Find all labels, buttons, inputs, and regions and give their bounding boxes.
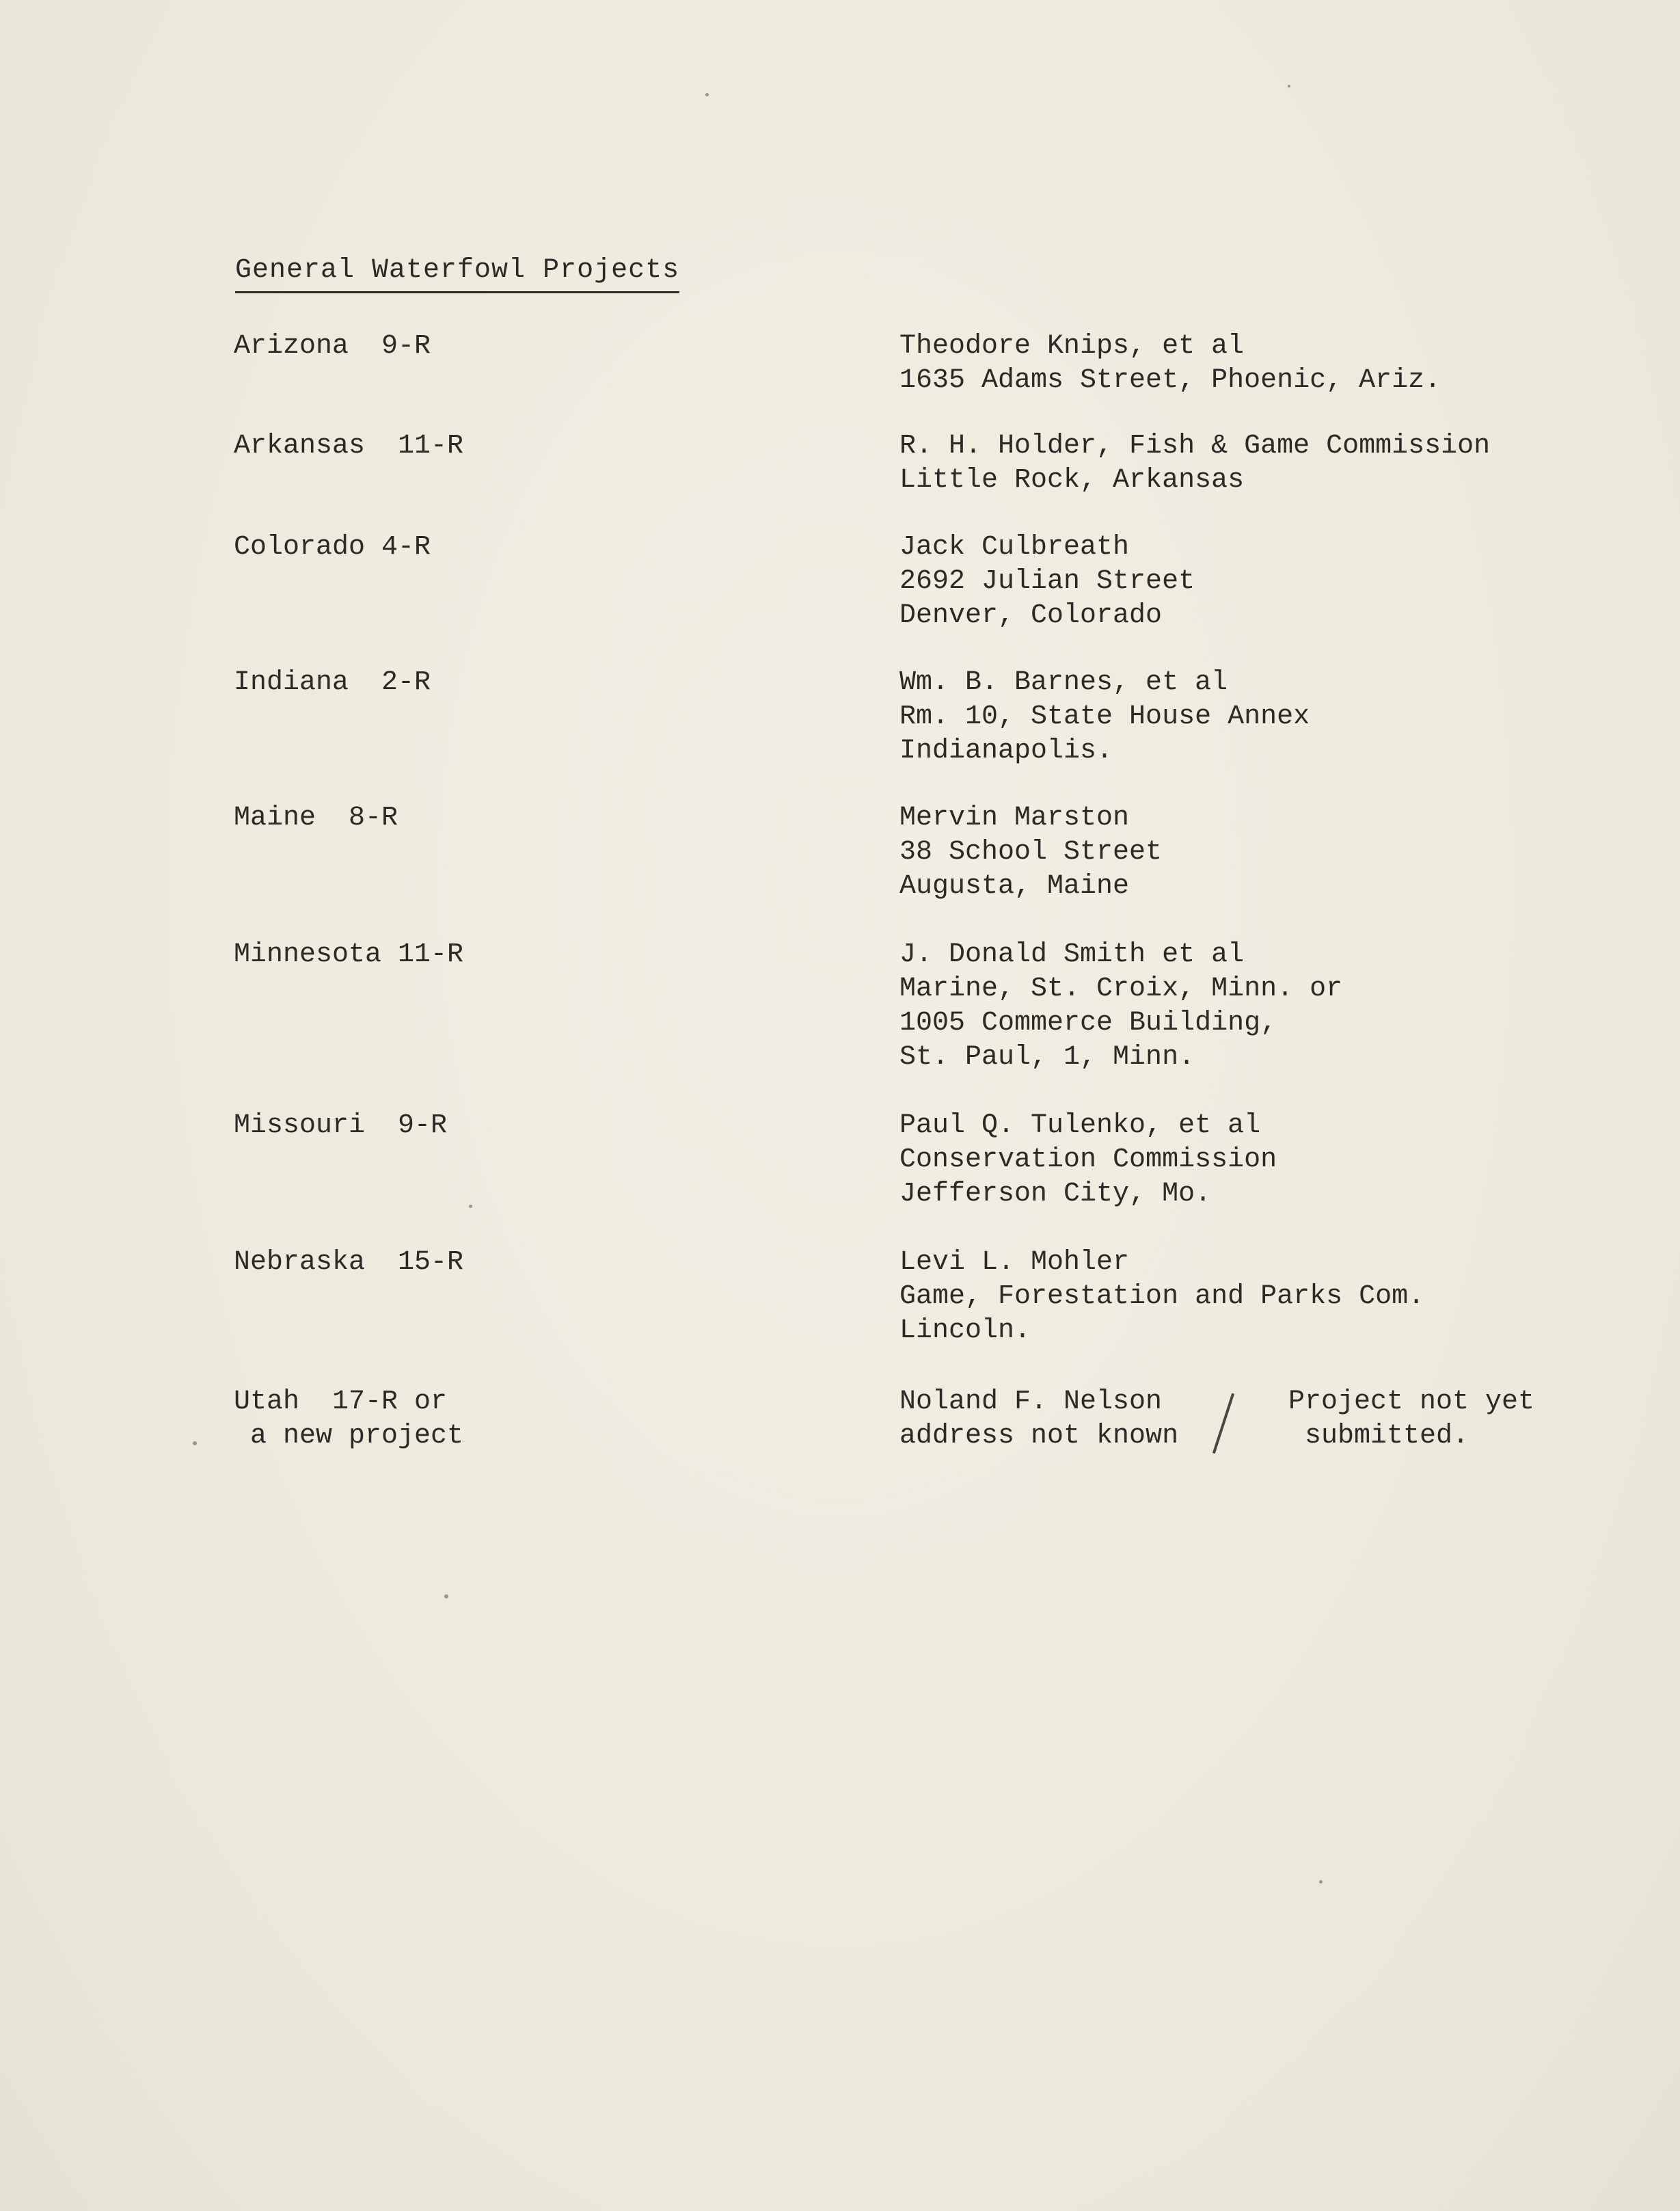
- contact-line: Noland F. Nelson: [899, 1386, 1163, 1417]
- contact-line: J. Donald Smith et al: [899, 939, 1245, 970]
- paper-speck: [469, 1205, 472, 1208]
- contact-line: 1005 Commerce Building,: [899, 1008, 1277, 1038]
- contact-line: Levi L. Mohler: [899, 1247, 1130, 1278]
- project-code: Utah 17-R or a new project: [234, 1386, 464, 1451]
- contact-line: Mervin Marston: [899, 803, 1130, 833]
- slash-mark: [1212, 1393, 1234, 1454]
- project-note: [1288, 1385, 1534, 1453]
- contact-block: [899, 429, 1490, 498]
- contact-line: 38 School Street: [899, 837, 1163, 868]
- contact-block: [899, 531, 1195, 633]
- contact-line: Paul Q. Tulenko, et al: [899, 1110, 1261, 1141]
- contact-line: Lincoln.: [899, 1315, 1031, 1346]
- contact-line: Little Rock, Arkansas: [899, 465, 1245, 496]
- project-code: Indiana 2-R: [234, 667, 431, 698]
- contact-line: Augusta, Maine: [899, 871, 1130, 902]
- contact-line: Game, Forestation and Parks Com.: [899, 1281, 1425, 1312]
- contact-block: [899, 330, 1441, 398]
- contact-line: Jefferson City, Mo.: [899, 1179, 1212, 1209]
- contact-block: [899, 1385, 1178, 1453]
- contact-line: Rm. 10, State House Annex: [899, 701, 1310, 732]
- project-code: Missouri 9-R: [234, 1110, 448, 1141]
- contact-line: 1635 Adams Street, Phoenic, Ariz.: [899, 365, 1441, 396]
- contact-line: Theodore Knips, et al: [899, 331, 1245, 362]
- contact-line: Denver, Colorado: [899, 600, 1163, 631]
- contact-block: [899, 938, 1342, 1075]
- project-code: Minnesota 11-R: [234, 939, 464, 970]
- note-line: Project not yet: [1288, 1386, 1535, 1417]
- paper-speck: [1288, 85, 1290, 88]
- contact-line: address not known: [899, 1421, 1179, 1451]
- project-code: Nebraska 15-R: [234, 1247, 464, 1278]
- note-line: submitted.: [1288, 1421, 1469, 1451]
- contact-line: Marine, St. Croix, Minn. or: [899, 974, 1343, 1004]
- contact-line: Conservation Commission: [899, 1144, 1277, 1175]
- contact-block: [899, 801, 1162, 904]
- paper-speck: [705, 93, 709, 96]
- contact-line: St. Paul, 1, Minn.: [899, 1042, 1195, 1073]
- project-code: Arkansas 11-R: [234, 431, 464, 461]
- paper-speck: [193, 1441, 197, 1445]
- contact-line: Wm. B. Barnes, et al: [899, 667, 1228, 698]
- contact-block: [899, 1109, 1277, 1211]
- project-code: Maine 8-R: [234, 803, 398, 833]
- contact-block: [899, 666, 1310, 768]
- paper-speck: [1319, 1880, 1323, 1884]
- contact-line: R. H. Holder, Fish & Game Commission: [899, 431, 1491, 461]
- contact-line: 2692 Julian Street: [899, 566, 1195, 597]
- paper-speck: [444, 1594, 448, 1598]
- contact-line: Indianapolis.: [899, 736, 1113, 766]
- contact-line: Jack Culbreath: [899, 532, 1130, 563]
- contact-block: [899, 1246, 1424, 1348]
- project-code: Colorado 4-R: [234, 532, 431, 563]
- document-title: General Waterfowl Projects: [235, 253, 679, 293]
- project-code: Arizona 9-R: [234, 331, 431, 362]
